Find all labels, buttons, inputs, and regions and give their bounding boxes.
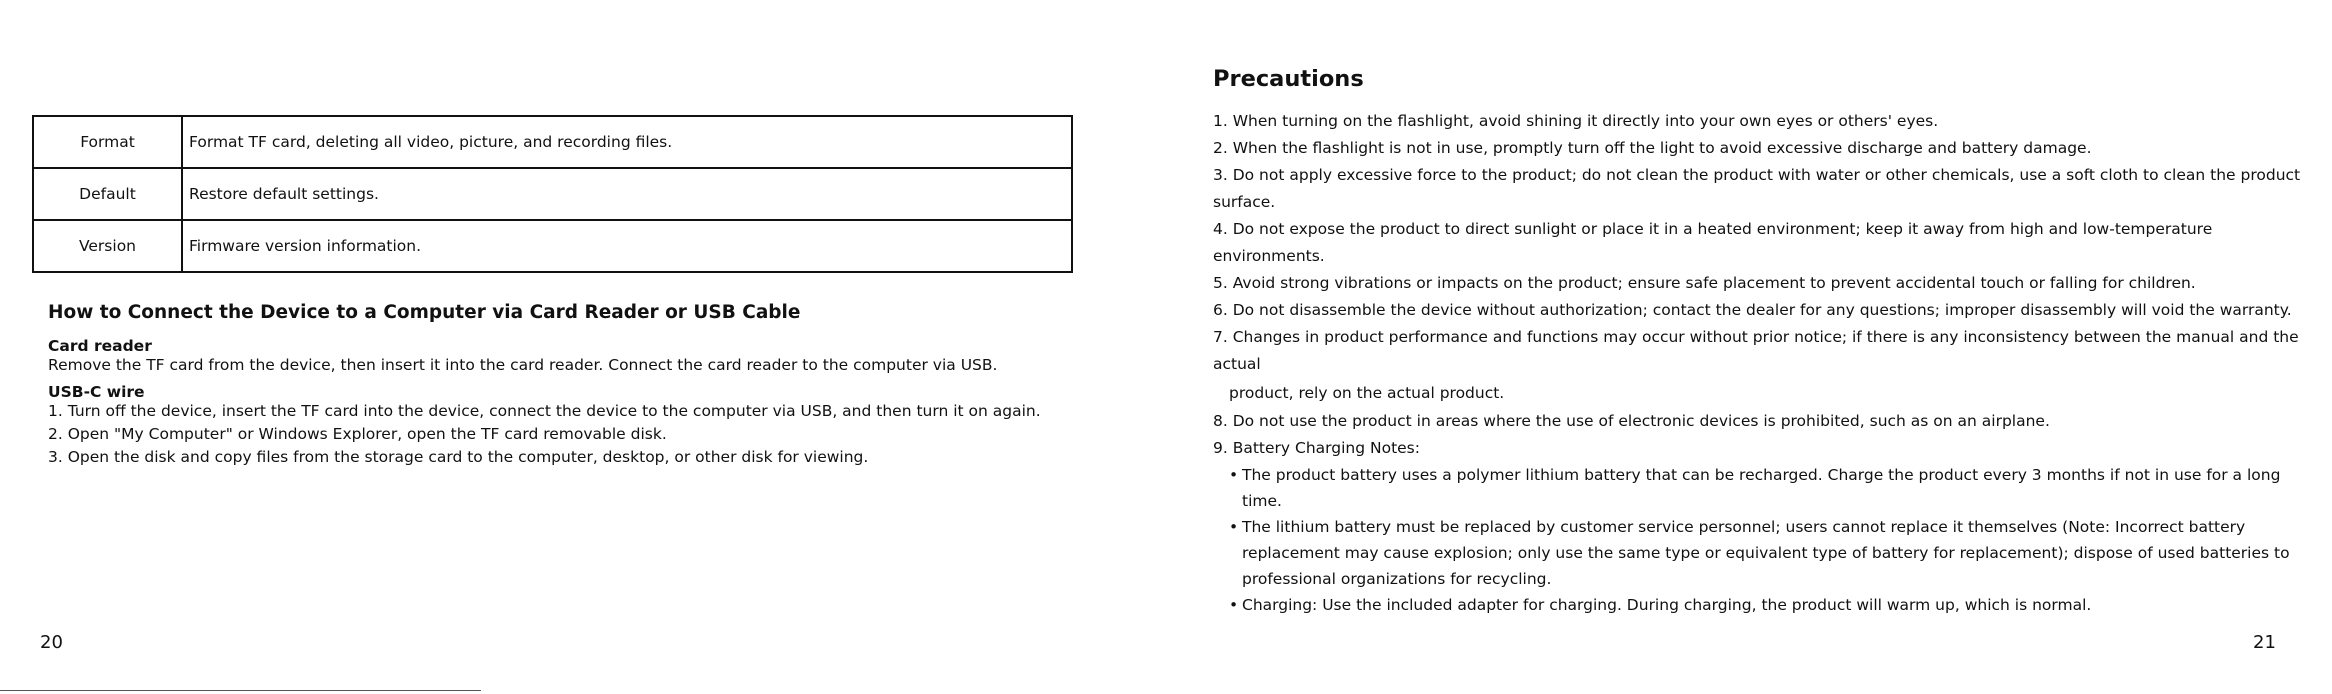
battery-note-text: The lithium battery must be replaced by customer service personnel; users cannot replace it themselves (Note: Incorrect battery replacement may cause explosion; only use the same type or equivalent type of battery for replacement); dispose of used batteries to professional organizations for recycling.	[1242, 518, 2290, 588]
precaution-item: 8. Do not use the product in areas where the use of electronic devices is prohibited, such as on an airplane.	[1213, 412, 2050, 430]
precaution-item: 3. Do not apply excessive force to the product; do not clean the product with water or other chemicals, use a soft cloth to clean the product surface.	[1213, 166, 2301, 211]
battery-note	[1213, 592, 2303, 618]
battery-note	[1213, 462, 2303, 514]
footer-divider	[0, 690, 481, 691]
battery-note	[1213, 514, 2303, 592]
connection-section	[48, 302, 1108, 467]
usbc-title: USB-C wire	[48, 383, 145, 401]
card-reader-text: Remove the TF card from the device, then insert it into the card reader. Connect the card reader to the computer via USB.	[48, 356, 998, 374]
usbc-step: 1. Turn off the device, insert the TF card into the device, connect the device to the computer via USB, and then turn it on again.	[48, 402, 1041, 420]
setting-description: Restore default settings.	[182, 168, 1072, 220]
battery-note-text: Charging: Use the included adapter for charging. During charging, the product will warm up, which is normal.	[1242, 596, 2092, 614]
settings-table	[32, 115, 1073, 273]
setting-name: Version	[33, 220, 182, 272]
usbc-step: 3. Open the disk and copy files from the storage card to the computer, desktop, or other disk for viewing.	[48, 448, 869, 466]
setting-description: Firmware version information.	[182, 220, 1072, 272]
precaution-item: 7. Changes in product performance and functions may occur without prior notice; if there is any inconsistency between the manual and the actual	[1213, 328, 2299, 373]
precaution-item-continuation: product, rely on the actual product.	[1229, 384, 1505, 402]
bullet-marker: •	[1229, 466, 1239, 484]
page-number: 20	[40, 632, 63, 653]
setting-name: Format	[33, 116, 182, 168]
bullet-marker: •	[1229, 518, 1239, 536]
precaution-item: 4. Do not expose the product to direct sunlight or place it in a heated environment; keep it away from high and low-temperature environments.	[1213, 220, 2213, 265]
table-row	[33, 220, 1072, 272]
precaution-item: 6. Do not disassemble the device without authorization; contact the dealer for any questions; improper disassembly will void the warranty.	[1213, 301, 2292, 319]
precaution-item: 1. When turning on the flashlight, avoid shining it directly into your own eyes or others' eyes.	[1213, 112, 1939, 130]
precaution-item: 9. Battery Charging Notes:	[1213, 439, 1420, 457]
section-heading: How to Connect the Device to a Computer via Card Reader or USB Cable	[48, 302, 801, 323]
page-title: Precautions	[1213, 66, 1364, 92]
page-number: 21	[2253, 632, 2276, 653]
battery-note-text: The product battery uses a polymer lithium battery that can be recharged. Charge the product every 3 months if not in use for a long time.	[1242, 466, 2281, 510]
card-reader-title: Card reader	[48, 337, 152, 355]
setting-name: Default	[33, 168, 182, 220]
usbc-step: 2. Open "My Computer" or Windows Explorer, open the TF card removable disk.	[48, 425, 667, 443]
precautions-section	[1213, 66, 2303, 618]
right-page	[1166, 0, 2332, 694]
precaution-item: 2. When the flashlight is not in use, promptly turn off the light to avoid excessive discharge and battery damage.	[1213, 139, 2092, 157]
table-row	[33, 168, 1072, 220]
setting-description: Format TF card, deleting all video, picture, and recording files.	[182, 116, 1072, 168]
precaution-item: 5. Avoid strong vibrations or impacts on the product; ensure safe placement to prevent accidental touch or falling for children.	[1213, 274, 2196, 292]
bullet-marker: •	[1229, 596, 1239, 614]
table-row	[33, 116, 1072, 168]
